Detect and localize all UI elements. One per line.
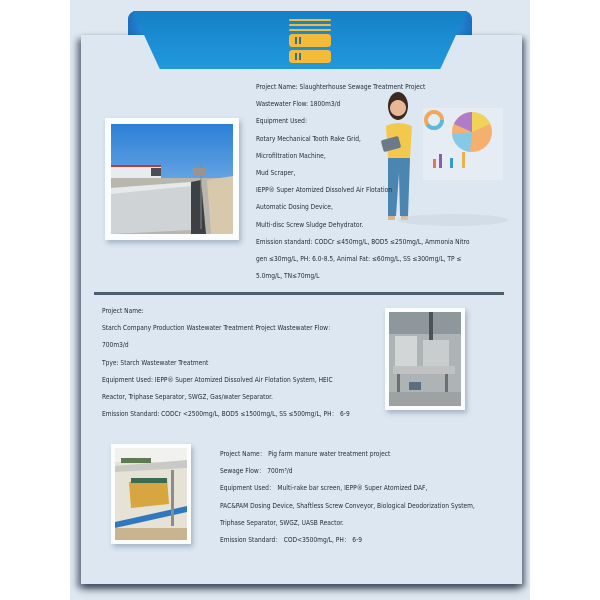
project-2-emission: Emission Standard: CODCr <2500mg/L, BOD5 ≤1500mg/L, SS ≤500mg/L, PH： 6-9: [102, 410, 350, 419]
project-1-equipment-item: IEPP® Super Atomized Dissolved Air Flotation: [256, 186, 392, 195]
pig-farm-screening-equipment-photo: [115, 448, 187, 540]
project-3-name: Project Name： Pig farm manure water treatment project: [220, 450, 391, 458]
project-1-equipment-item: Multi-disc Screw Sludge Dehydrator.: [256, 220, 364, 229]
project-2-name: Starch Company Production Wastewater Treatment Project Wastewater Flow：: [102, 324, 335, 333]
project-1-flow: Wastewater Flow: 1800m3/d: [256, 100, 341, 109]
project-3-equipment: PAC&PAM Dosing Device, Shaftless Screw Conveyor, Biological Deodorization System,: [220, 501, 475, 510]
project-3-flow: Sewage Flow： 700m³/d: [220, 467, 293, 476]
section-divider: [94, 292, 504, 295]
project-1-emission: Emission standard: CODCr ≤450mg/L, BOD5 ≤250mg/L, Ammonia Nitro: [256, 237, 470, 246]
outdoor-treatment-tank-photo: [111, 124, 233, 234]
project-1-name: Project Name: Slaughterhouse Sewage Treatment Project: [256, 83, 426, 91]
project-1-equipment-item: Automatic Dosing Device,: [256, 203, 333, 212]
project-1-equipment-item: Rotary Mechanical Tooth Rake Grid,: [256, 134, 361, 143]
project-1-equipment-label: Equipment Used:: [256, 117, 307, 126]
project-2-type: Tpye: Starch Wastewater Treatment: [102, 358, 209, 367]
project-1-details: [256, 79, 469, 285]
project-2-details: [102, 303, 350, 423]
project-1-equipment-item: Mud Scraper,: [256, 169, 296, 178]
project-3-photo: [111, 444, 191, 544]
project-3-equipment: Triphase Separator, SWGZ, UASB Reactor.: [220, 518, 344, 527]
project-2-name-label: Project Name:: [102, 307, 144, 315]
project-3-details: [220, 446, 475, 549]
project-1-photo: [105, 118, 239, 240]
indoor-daf-equipment-photo: [389, 312, 461, 406]
server-stack-icon: [289, 19, 331, 63]
project-2-equipment: Reactor, Triphase Separator, SWGZ, Gas/water Separator.: [102, 393, 273, 402]
project-2-equipment: Equipment Used: IEPP® Super Atomized Dissolved Air Flotation System, HEIC: [102, 375, 333, 384]
project-3-equipment: Equipment Used： Multi-rake bar screen, IEPP® Super Atomized DAF,: [220, 484, 428, 493]
project-1-emission: 5.0mg/L, TN≤70mg/L: [256, 272, 320, 281]
project-3-emission: Emission Standard： COD<3500mg/L, PH： 6-9: [220, 536, 362, 545]
project-2-photo: [385, 308, 465, 410]
project-2-flow: 700m3/d: [102, 341, 129, 350]
project-1-equipment-item: Microfiltration Machine,: [256, 151, 326, 160]
project-1-emission: gen ≤30mg/L, PH: 6.0-8.5, Animal Fat: ≤60mg/L, SS ≤300mg/L, TP ≤: [256, 255, 462, 264]
